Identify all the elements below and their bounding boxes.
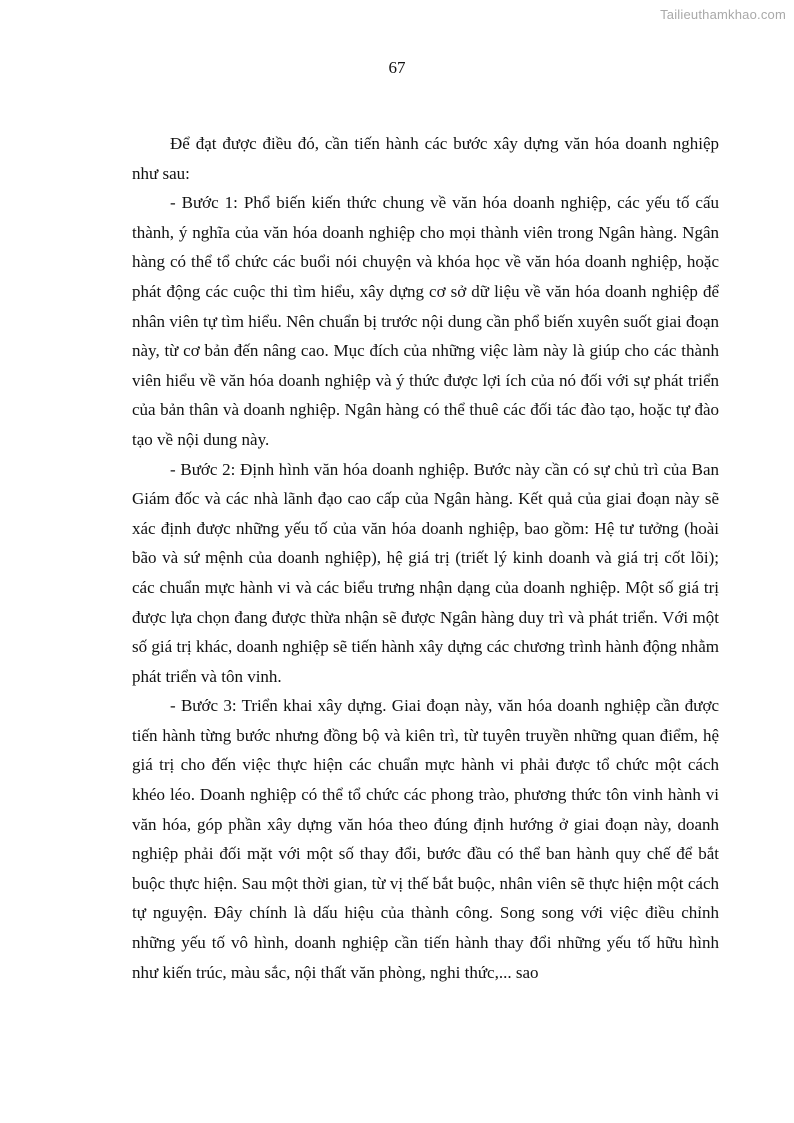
paragraph-step-1: - Bước 1: Phổ biến kiến thức chung về văn hóa doanh nghiệp, các yếu tố cấu thành, ý nghĩa của văn hóa doanh nghiệp cho mọi thành viên trong Ngân hàng. Ngân hàng có thể tổ chức các buổi nói chuyện và khóa học về văn hóa doanh nghiệp, hoặc phát động các cuộc thi tìm hiểu, xây dựng cơ sở dữ liệu về văn hóa doanh nghiệp để nhân viên tự tìm hiểu. Nên chuẩn bị trước nội dung cần phổ biến xuyên suốt giai đoạn này, từ cơ bản đến nâng cao. Mục đích của những việc làm này là giúp cho các thành viên hiểu về văn hóa doanh nghiệp và ý thức được lợi ích của nó đối với sự phát triển của bản thân và doanh nghiệp. Ngân hàng có thể thuê các đối tác đào tạo, hoặc tự đào tạo về nội dung này.: [132, 193, 719, 449]
watermark: Tailieuthamkhao.com: [660, 7, 786, 22]
paragraph-intro: Để đạt được điều đó, cần tiến hành các bước xây dựng văn hóa doanh nghiệp như sau:: [132, 134, 719, 183]
paragraph-step-2: - Bước 2: Định hình văn hóa doanh nghiệp. Bước này cần có sự chủ trì của Ban Giám đốc và các nhà lãnh đạo cao cấp của Ngân hàng. Kết quả của giai đoạn này sẽ xác định được những yếu tố của văn hóa doanh nghiệp, bao gồm: Hệ tư tưởng (hoài bão và sứ mệnh của doanh nghiệp), hệ giá trị (triết lý kinh doanh và giá trị cốt lõi); các chuẩn mực hành vi và các biểu trưng nhận dạng của doanh nghiệp. Một số giá trị được lựa chọn đang được thừa nhận sẽ được Ngân hàng duy trì và phát triển. Với một số giá trị khác, doanh nghiệp sẽ tiến hành xây dựng các chương trình hành động nhằm phát triển và tôn vinh.: [132, 459, 719, 686]
page-number: 67: [388, 58, 406, 77]
paragraph-step-3: - Bước 3: Triển khai xây dựng. Giai đoạn này, văn hóa doanh nghiệp cần được tiến hành từng bước nhưng đồng bộ và kiên trì, từ tuyên truyền những quan điểm, hệ giá trị cho đến việc thực hiện các chuẩn mực hành vi phải được tổ chức một cách khéo léo. Doanh nghiệp có thể tổ chức các phong trào, phương thức tôn vinh hành vi văn hóa, góp phần xây dựng văn hóa theo đúng định hướng ở giai đoạn này, doanh nghiệp phải đối mặt với một số thay đổi, bước đầu có thể ban hành quy chế để bắt buộc thực hiện. Sau một thời gian, từ vị thế bắt buộc, nhân viên sẽ thực hiện một cách tự nguyện. Đây chính là dấu hiệu của thành công. Song song với việc điều chỉnh những yếu tố vô hình, doanh nghiệp cần tiến hành thay đổi những yếu tố hữu hình như kiến trúc, màu sắc, nội thất văn phòng, nghi thức,... sao: [132, 696, 719, 982]
document-body: [132, 129, 719, 987]
